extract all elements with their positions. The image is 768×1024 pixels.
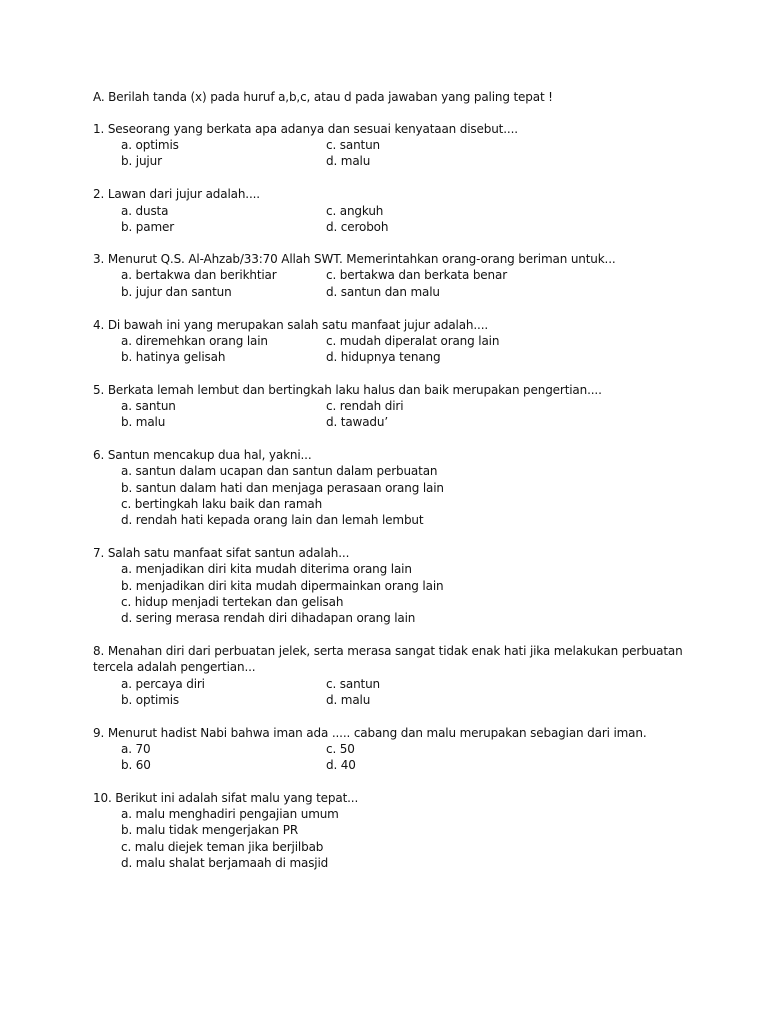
q2-option-c: c. angkuh	[326, 204, 384, 218]
q2-option-d: d. ceroboh	[326, 220, 389, 234]
question-5: 5. Berkata lemah lembut dan bertingkah laku halus dan baik merupakan pengertian....	[93, 383, 602, 397]
question-9: 9. Menurut hadist Nabi bahwa iman ada ..... cabang dan malu merupakan sebagian dari iman.	[93, 726, 647, 740]
q4-option-b: b. hatinya gelisah	[121, 350, 226, 364]
question-4: 4. Di bawah ini yang merupakan salah satu manfaat jujur adalah....	[93, 318, 489, 332]
q1-option-a: a. optimis	[121, 138, 179, 152]
q7-option-c: c. hidup menjadi tertekan dan gelisah	[121, 595, 344, 609]
question-6: 6. Santun mencakup dua hal, yakni...	[93, 448, 312, 462]
q2-option-b: b. pamer	[121, 220, 175, 234]
q3-option-c: c. bertakwa dan berkata benar	[326, 268, 507, 282]
q9-option-a: a. 70	[121, 742, 151, 756]
q8-option-a: a. percaya diri	[121, 677, 205, 691]
q6-option-d: d. rendah hati kepada orang lain dan lemah lembut	[121, 513, 424, 527]
q3-option-d: d. santun dan malu	[326, 285, 440, 299]
q9-option-b: b. 60	[121, 758, 151, 772]
q8-option-d: d. malu	[326, 693, 371, 707]
q10-option-b: b. malu tidak mengerjakan PR	[121, 823, 299, 837]
q9-option-c: c. 50	[326, 742, 355, 756]
q1-option-b: b. jujur	[121, 154, 162, 168]
q1-option-d: d. malu	[326, 154, 371, 168]
q5-option-d: d. tawadu’	[326, 415, 389, 429]
q5-option-c: c. rendah diri	[326, 399, 404, 413]
q10-option-a: a. malu menghadiri pengajian umum	[121, 807, 339, 821]
question-8: 8. Menahan diri dari perbuatan jelek, serta merasa sangat tidak enak hati jika melakukan perbuatan	[93, 644, 683, 658]
q8-option-c: c. santun	[326, 677, 381, 691]
q7-option-a: a. menjadikan diri kita mudah diterima orang lain	[121, 562, 412, 576]
question-7: 7. Salah satu manfaat sifat santun adalah...	[93, 546, 350, 560]
q1-option-c: c. santun	[326, 138, 381, 152]
q4-option-d: d. hidupnya tenang	[326, 350, 441, 364]
q6-option-a: a. santun dalam ucapan dan santun dalam perbuatan	[121, 464, 438, 478]
q9-option-d: d. 40	[326, 758, 356, 772]
q5-option-a: a. santun	[121, 399, 176, 413]
q6-option-b: b. santun dalam hati dan menjaga perasaan orang lain	[121, 481, 444, 495]
q5-option-b: b. malu	[121, 415, 166, 429]
question-3: 3. Menurut Q.S. Al-Ahzab/33:70 Allah SWT. Memerintahkan orang-orang beriman untuk...	[93, 252, 616, 266]
q10-option-d: d. malu shalat berjamaah di masjid	[121, 856, 329, 870]
q7-option-d: d. sering merasa rendah diri dihadapan orang lain	[121, 611, 416, 625]
question-2: 2. Lawan dari jujur adalah....	[93, 187, 260, 201]
q3-option-a: a. bertakwa dan berikhtiar	[121, 268, 277, 282]
question-1: 1. Seseorang yang berkata apa adanya dan sesuai kenyataan disebut....	[93, 122, 518, 136]
question-10: 10. Berikut ini adalah sifat malu yang tepat...	[93, 791, 359, 805]
q2-option-a: a. dusta	[121, 204, 169, 218]
q3-option-b: b. jujur dan santun	[121, 285, 232, 299]
q6-option-c: c. bertingkah laku baik dan ramah	[121, 497, 323, 511]
q4-option-a: a. diremehkan orang lain	[121, 334, 268, 348]
question-8-continued: tercela adalah pengertian...	[93, 660, 256, 674]
q8-option-b: b. optimis	[121, 693, 180, 707]
instruction-heading: A. Berilah tanda (x) pada huruf a,b,c, atau d pada jawaban yang paling tepat !	[93, 90, 553, 104]
q7-option-b: b. menjadikan diri kita mudah dipermainkan orang lain	[121, 579, 444, 593]
q4-option-c: c. mudah diperalat orang lain	[326, 334, 500, 348]
q10-option-c: c. malu diejek teman jika berjilbab	[121, 840, 324, 854]
